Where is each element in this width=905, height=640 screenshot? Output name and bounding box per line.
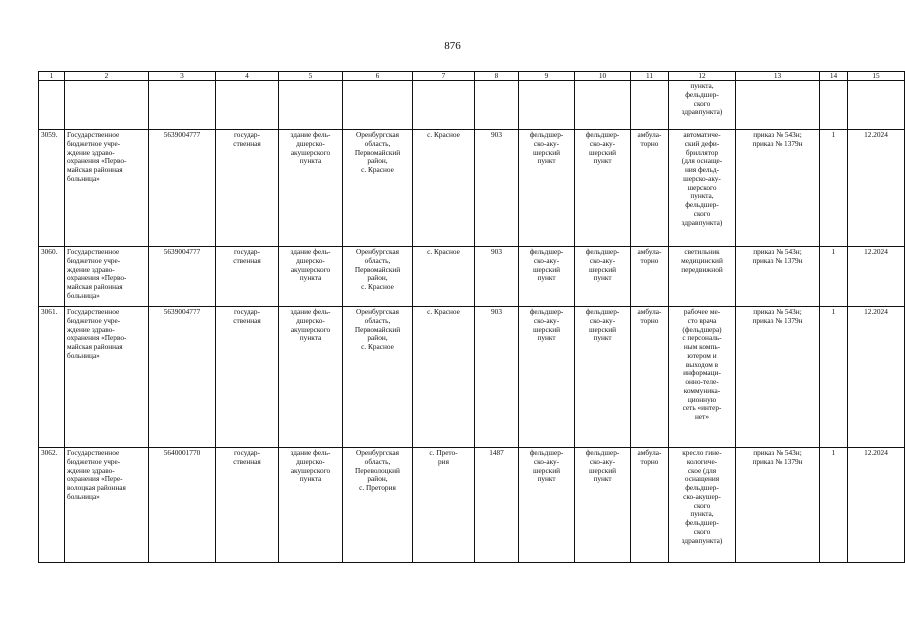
cell-line: шерский bbox=[588, 465, 617, 475]
orders-cell bbox=[736, 448, 820, 563]
care-form-cell bbox=[631, 130, 669, 247]
table-row bbox=[39, 307, 905, 448]
cell-line: Оренбургская bbox=[355, 307, 400, 316]
cell-line: нет» bbox=[695, 412, 709, 421]
cell-line: пункта bbox=[299, 474, 322, 484]
row-number-cell: 3061. bbox=[39, 307, 65, 448]
facility-subtype-cell bbox=[575, 307, 631, 448]
care-form-cell bbox=[631, 247, 669, 307]
settlement-cell: с. Красное bbox=[413, 247, 475, 307]
cell-line: ждение здраво- bbox=[67, 264, 115, 274]
cell-line: шерский bbox=[588, 264, 617, 274]
cell-line: здравпункта) bbox=[681, 217, 723, 227]
cell-line: район, bbox=[367, 474, 388, 484]
deadline-cell: 12.2024 bbox=[848, 307, 905, 448]
cell-line: государ- bbox=[233, 247, 260, 256]
column-number-9: 9 bbox=[519, 72, 575, 81]
column-number-2: 2 bbox=[65, 72, 149, 81]
cell-line: амбула- bbox=[637, 307, 662, 316]
cell-line: ского bbox=[693, 500, 711, 510]
cell-line: приказ № 543н; bbox=[753, 448, 802, 457]
cell-line: фельдшер- bbox=[529, 307, 564, 316]
building-cell bbox=[279, 247, 343, 307]
cell-line: ский дефи- bbox=[684, 138, 720, 148]
cell-line: пункт bbox=[593, 333, 612, 343]
cell-line: амбула- bbox=[637, 130, 662, 139]
cell-line: шерский bbox=[532, 465, 561, 475]
cell-line: пункта, bbox=[690, 81, 714, 90]
equipment-cell bbox=[669, 307, 736, 448]
cell-line: фельдшер- bbox=[685, 483, 719, 492]
cell-line: область, bbox=[364, 315, 391, 325]
cell-line: ственная bbox=[233, 255, 261, 265]
cell-line: ждение здраво- bbox=[67, 465, 115, 475]
cell-line: ния фельд- bbox=[684, 165, 720, 174]
population-cell: 1487 bbox=[475, 448, 519, 563]
address-cell bbox=[343, 307, 413, 448]
cell-line: ным компь- bbox=[683, 342, 721, 351]
cell-line: ского bbox=[693, 98, 711, 108]
cell-line: шерский bbox=[588, 324, 617, 334]
cell-line: бюджетное учре- bbox=[67, 255, 121, 265]
cell-line: шерский bbox=[588, 147, 617, 157]
cell-line: с. Красное bbox=[361, 342, 394, 351]
deadline-cell: 12.2024 bbox=[848, 130, 905, 247]
address-cell bbox=[343, 130, 413, 247]
cell-line: сто врача bbox=[687, 315, 717, 325]
cell-line: шерский bbox=[532, 147, 561, 157]
column-number-header bbox=[39, 72, 905, 81]
cell-line: область, bbox=[364, 255, 391, 265]
ownership-cell bbox=[216, 307, 279, 448]
facility-subtype-cell bbox=[575, 247, 631, 307]
organization-cell bbox=[65, 130, 149, 247]
cell-line: с. Претория bbox=[359, 483, 396, 492]
continuation-equipment-cell bbox=[669, 81, 736, 130]
cell-line: пункта bbox=[299, 156, 322, 166]
cell-line: Государственное bbox=[67, 130, 120, 139]
cell-line: фельдшер- bbox=[585, 130, 620, 139]
table-body bbox=[39, 72, 905, 563]
table-row bbox=[39, 247, 905, 307]
building-cell bbox=[279, 448, 343, 563]
cell-line: больница» bbox=[67, 173, 100, 183]
cell-line: государ- bbox=[233, 448, 260, 457]
cell-line: пункт bbox=[537, 273, 556, 283]
facility-type-cell bbox=[519, 247, 575, 307]
cell-line: (фельдшера) bbox=[682, 324, 722, 334]
quantity-cell: 1 bbox=[820, 307, 848, 448]
column-number-11: 11 bbox=[631, 72, 669, 81]
cell-line: Государственное bbox=[67, 247, 120, 256]
care-form-cell bbox=[631, 448, 669, 563]
column-number-12: 12 bbox=[669, 72, 736, 81]
deadline-cell: 12.2024 bbox=[848, 247, 905, 307]
cell-line: Первомайский bbox=[354, 324, 401, 334]
column-number-13: 13 bbox=[736, 72, 820, 81]
equipment-cell bbox=[669, 247, 736, 307]
cell-line: пункт bbox=[593, 273, 612, 283]
cell-line: медицинский bbox=[681, 255, 723, 265]
cell-line: пункт bbox=[537, 333, 556, 343]
cell-line: пункта, bbox=[690, 191, 714, 201]
cell-line: выходом в bbox=[685, 359, 719, 369]
cell-line: приказ № 1379н bbox=[752, 456, 803, 466]
ownership-cell bbox=[216, 130, 279, 247]
settlement-cell bbox=[413, 448, 475, 563]
cell-line: ционную bbox=[687, 394, 717, 404]
cell-line: коммуника- bbox=[683, 385, 721, 395]
column-number-6: 6 bbox=[343, 72, 413, 81]
column-number-15: 15 bbox=[848, 72, 905, 81]
facility-type-cell bbox=[519, 448, 575, 563]
cell-line: акушерского bbox=[290, 147, 331, 157]
cell-line: ско-аку- bbox=[533, 315, 560, 325]
column-number-14: 14 bbox=[820, 72, 848, 81]
cell-line: ское (для bbox=[687, 465, 717, 475]
equipment-cell bbox=[669, 130, 736, 247]
cell-line: майская районная bbox=[67, 165, 123, 174]
cell-line: бриллятор bbox=[685, 147, 719, 157]
organization-cell bbox=[65, 247, 149, 307]
cell-line: район, bbox=[367, 156, 388, 166]
cell-line: (для оснаще- bbox=[681, 156, 723, 166]
cell-line: бюджетное учре- bbox=[67, 138, 121, 148]
cell-line: рия bbox=[438, 456, 449, 466]
cell-line: фельдшер- bbox=[585, 307, 620, 316]
continuation-row bbox=[39, 81, 905, 130]
cell-line: охранения «Пере- bbox=[67, 474, 123, 484]
cell-line: больница» bbox=[67, 290, 100, 300]
organization-cell bbox=[65, 448, 149, 563]
cell-line: ско-аку- bbox=[533, 456, 560, 466]
cell-line: ско-аку- bbox=[533, 138, 560, 148]
cell-line: Оренбургская bbox=[355, 448, 400, 457]
cell-line: охранения «Перво- bbox=[67, 273, 127, 283]
cell-line: с. Прето- bbox=[429, 448, 458, 457]
facility-subtype-cell bbox=[575, 130, 631, 247]
cell-line: область, bbox=[364, 456, 391, 466]
address-cell bbox=[343, 448, 413, 563]
cell-line: акушерского bbox=[290, 264, 331, 274]
inn-cell: 5640001770 bbox=[149, 448, 216, 563]
equipment-table bbox=[38, 71, 905, 563]
cell-line: фельдшер- bbox=[529, 448, 564, 457]
cell-line: фельдшер- bbox=[529, 247, 564, 256]
population-cell: 903 bbox=[475, 247, 519, 307]
cell-line: с персональ- bbox=[682, 333, 722, 343]
deadline-cell: 12.2024 bbox=[848, 448, 905, 563]
cell-line: светильник bbox=[684, 247, 720, 256]
inn-cell: 5639004777 bbox=[149, 307, 216, 448]
cell-line: торно bbox=[640, 138, 659, 148]
cell-line: пункта, bbox=[690, 509, 714, 519]
quantity-cell: 1 bbox=[820, 247, 848, 307]
cell-line: информаци- bbox=[683, 368, 721, 378]
cell-line: шерского bbox=[687, 182, 717, 192]
cell-line: дшерско- bbox=[296, 315, 325, 325]
building-cell bbox=[279, 130, 343, 247]
row-number-cell: 3062. bbox=[39, 448, 65, 563]
cell-line: пункта bbox=[299, 333, 322, 343]
cell-line: Государственное bbox=[67, 307, 120, 316]
equipment-cell bbox=[669, 448, 736, 563]
cell-line: амбула- bbox=[637, 448, 662, 457]
cell-line: шерско-аку- bbox=[683, 173, 721, 183]
cell-line: пункт bbox=[537, 474, 556, 484]
cell-line: здравпункта) bbox=[681, 107, 723, 117]
cell-line: ственная bbox=[233, 456, 261, 466]
cell-line: торно bbox=[640, 315, 659, 325]
cell-line: амбула- bbox=[637, 247, 662, 256]
quantity-cell: 1 bbox=[820, 448, 848, 563]
cell-line: с. Красное bbox=[361, 282, 394, 291]
cell-line: акушерского bbox=[290, 465, 331, 475]
cell-line: ско-аку- bbox=[589, 456, 616, 466]
cell-line: больница» bbox=[67, 491, 100, 501]
inn-cell: 5639004777 bbox=[149, 130, 216, 247]
cell-line: приказ № 1379н bbox=[752, 255, 803, 265]
cell-line: сеть «интер- bbox=[682, 403, 722, 413]
cell-line: район, bbox=[367, 273, 388, 283]
cell-line: торно bbox=[640, 255, 659, 265]
cell-line: охранения «Перво- bbox=[67, 156, 127, 166]
cell-line: дшерско- bbox=[296, 255, 325, 265]
address-cell bbox=[343, 247, 413, 307]
cell-line: ского bbox=[693, 526, 711, 536]
quantity-cell: 1 bbox=[820, 130, 848, 247]
table-row bbox=[39, 448, 905, 563]
cell-line: пункт bbox=[537, 156, 556, 166]
cell-line: оснащения bbox=[684, 474, 720, 484]
cell-line: приказ № 543н; bbox=[753, 130, 802, 139]
column-number-10: 10 bbox=[575, 72, 631, 81]
cell-line: Переволоцкий bbox=[355, 465, 400, 475]
cell-line: ского bbox=[693, 208, 711, 218]
cell-line: дшерско- bbox=[296, 456, 325, 466]
cell-line: бюджетное учре- bbox=[67, 456, 121, 466]
cell-line: ско-аку- bbox=[533, 255, 560, 265]
cell-line: ждение здраво- bbox=[67, 324, 115, 334]
cell-line: здание фель- bbox=[290, 247, 331, 256]
cell-line: майская районная bbox=[67, 342, 123, 351]
inn-cell: 5639004777 bbox=[149, 247, 216, 307]
settlement-cell: с. Красное bbox=[413, 130, 475, 247]
cell-line: приказ № 543н; bbox=[753, 247, 802, 256]
cell-line: фельдшер- bbox=[585, 448, 620, 457]
facility-type-cell bbox=[519, 307, 575, 448]
organization-cell bbox=[65, 307, 149, 448]
cell-line: фельдшер- bbox=[685, 200, 719, 209]
care-form-cell bbox=[631, 307, 669, 448]
cell-line: шерский bbox=[532, 324, 561, 334]
cell-line: больница» bbox=[67, 350, 100, 360]
cell-line: ско-аку- bbox=[589, 138, 616, 148]
cell-line: область, bbox=[364, 138, 391, 148]
column-number-5: 5 bbox=[279, 72, 343, 81]
population-cell: 903 bbox=[475, 130, 519, 247]
table-row bbox=[39, 130, 905, 247]
orders-cell bbox=[736, 130, 820, 247]
cell-line: государ- bbox=[233, 307, 260, 316]
cell-line: рабочее ме- bbox=[683, 307, 721, 316]
cell-line: пункт bbox=[593, 474, 612, 484]
column-number-1: 1 bbox=[39, 72, 65, 81]
orders-cell bbox=[736, 247, 820, 307]
cell-line: пункта bbox=[299, 273, 322, 283]
cell-line: приказ № 543н; bbox=[753, 307, 802, 316]
cell-line: Государственное bbox=[67, 448, 120, 457]
cell-line: ско-аку- bbox=[589, 255, 616, 265]
cell-line: ско-акушер- bbox=[683, 491, 721, 501]
cell-line: бюджетное учре- bbox=[67, 315, 121, 325]
cell-line: здание фель- bbox=[290, 130, 331, 139]
cell-line: ютером и bbox=[687, 350, 717, 360]
cell-line: охранения «Перво- bbox=[67, 333, 127, 343]
cell-line: здание фель- bbox=[290, 307, 331, 316]
cell-line: ственная bbox=[233, 138, 261, 148]
row-number-cell: 3059. bbox=[39, 130, 65, 247]
cell-line: фельдшер- bbox=[529, 130, 564, 139]
cell-line: дшерско- bbox=[296, 138, 325, 148]
ownership-cell bbox=[216, 448, 279, 563]
cell-line: приказ № 1379н bbox=[752, 138, 803, 148]
facility-subtype-cell bbox=[575, 448, 631, 563]
ownership-cell bbox=[216, 247, 279, 307]
cell-line: волоцкая районная bbox=[67, 483, 126, 492]
cell-line: автоматиче- bbox=[683, 130, 721, 139]
cell-line: кресло гине- bbox=[682, 448, 722, 457]
cell-line: фельдшер- bbox=[685, 89, 719, 99]
cell-line: район, bbox=[367, 333, 388, 343]
cell-line: торно bbox=[640, 456, 659, 466]
cell-line: передвижной bbox=[681, 264, 723, 274]
facility-type-cell bbox=[519, 130, 575, 247]
cell-line: ственная bbox=[233, 315, 261, 325]
page-number: 876 bbox=[444, 40, 461, 52]
cell-line: фельдшер- bbox=[685, 518, 719, 527]
building-cell bbox=[279, 307, 343, 448]
column-number-7: 7 bbox=[413, 72, 475, 81]
cell-line: Оренбургская bbox=[355, 247, 400, 256]
column-number-8: 8 bbox=[475, 72, 519, 81]
cell-line: Первомайский bbox=[354, 147, 401, 157]
row-number-cell: 3060. bbox=[39, 247, 65, 307]
cell-line: с. Красное bbox=[361, 165, 394, 174]
cell-line: государ- bbox=[233, 130, 260, 139]
cell-line: шерский bbox=[532, 264, 561, 274]
settlement-cell: с. Красное bbox=[413, 307, 475, 448]
cell-line: Оренбургская bbox=[355, 130, 400, 139]
cell-line: ско-аку- bbox=[589, 315, 616, 325]
population-cell: 903 bbox=[475, 307, 519, 448]
cell-line: Первомайский bbox=[354, 264, 401, 274]
cell-line: онно-теле- bbox=[685, 377, 719, 386]
cell-line: майская районная bbox=[67, 282, 123, 291]
column-number-3: 3 bbox=[149, 72, 216, 81]
column-number-4: 4 bbox=[216, 72, 279, 81]
cell-line: кологиче- bbox=[686, 456, 718, 466]
cell-line: фельдшер- bbox=[585, 247, 620, 256]
cell-line: приказ № 1379н bbox=[752, 315, 803, 325]
cell-line: здравпункта) bbox=[681, 535, 723, 545]
cell-line: здание фель- bbox=[290, 448, 331, 457]
cell-line: ждение здраво- bbox=[67, 147, 115, 157]
cell-line: акушерского bbox=[290, 324, 331, 334]
orders-cell bbox=[736, 307, 820, 448]
cell-line: пункт bbox=[593, 156, 612, 166]
